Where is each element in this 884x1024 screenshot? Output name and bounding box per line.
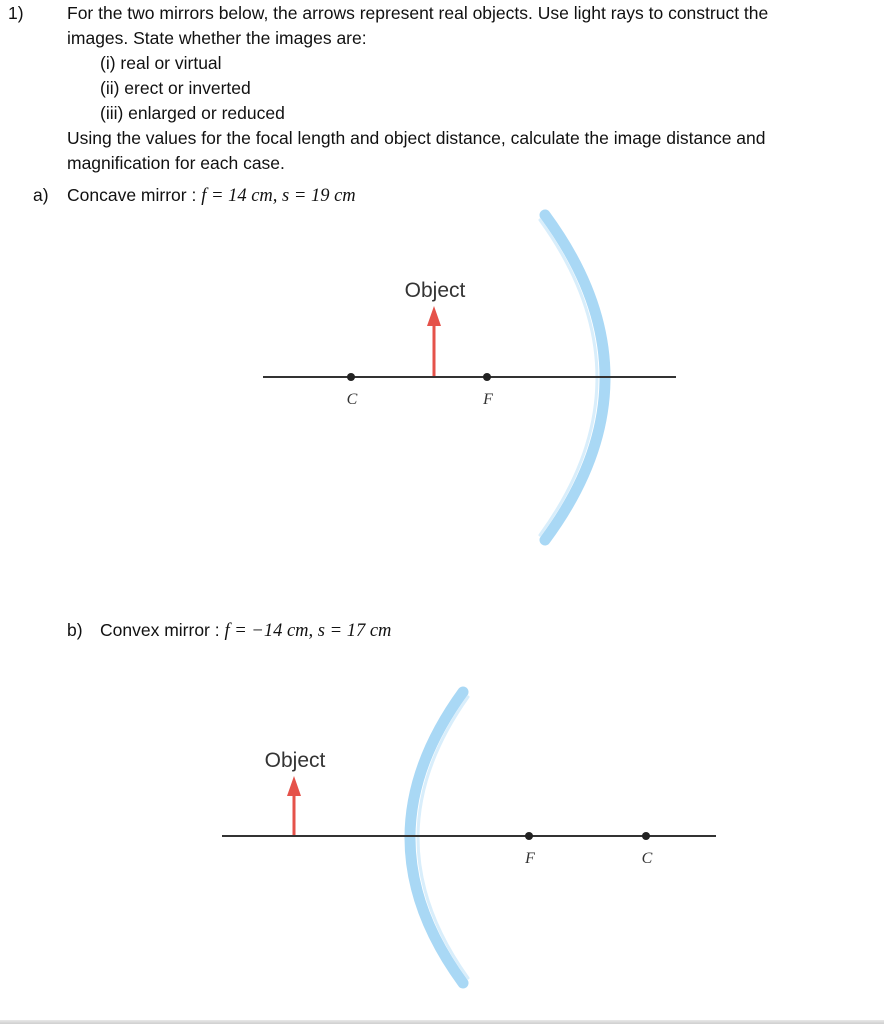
point-c-label: C (346, 391, 358, 408)
calc-line-2: magnification for each case. (67, 153, 285, 173)
point-c-marker (347, 373, 355, 381)
point-c-label-b: C (641, 850, 653, 867)
question-number: 1) (8, 3, 24, 23)
option-erect-inverted: (ii) erect or inverted (100, 78, 251, 98)
intro-line-2: images. State whether the images are: (67, 28, 367, 48)
option-enlarged-reduced: (iii) enlarged or reduced (100, 103, 285, 123)
convex-mirror-highlight (418, 697, 468, 978)
point-f-marker (483, 373, 491, 381)
part-b-formula: f = −14 cm, s = 17 cm (224, 621, 392, 641)
object-label-b: Object (264, 749, 326, 772)
part-b-label: b) (67, 620, 83, 640)
point-f-marker-b (525, 832, 533, 840)
object-label-a: Object (404, 279, 466, 302)
page-bottom-edge (0, 1020, 884, 1024)
part-a-formula: f = 14 cm, s = 19 cm (201, 186, 356, 206)
point-f-label: F (483, 391, 493, 408)
point-c-marker-b (642, 832, 650, 840)
object-arrow-head-a (427, 306, 441, 326)
part-b-text: Convex mirror : (100, 620, 225, 640)
point-f-label-b: F (525, 850, 535, 867)
calc-line-1: Using the values for the focal length and object distance, calculate the image distance and (67, 128, 766, 148)
option-real-virtual: (i) real or virtual (100, 53, 222, 73)
part-a-label: a) (33, 185, 49, 205)
object-arrow-head-b (287, 776, 301, 796)
intro-line-1: For the two mirrors below, the arrows represent real objects. Use light rays to construct the (67, 3, 769, 23)
part-a-text: Concave mirror : (67, 185, 202, 205)
